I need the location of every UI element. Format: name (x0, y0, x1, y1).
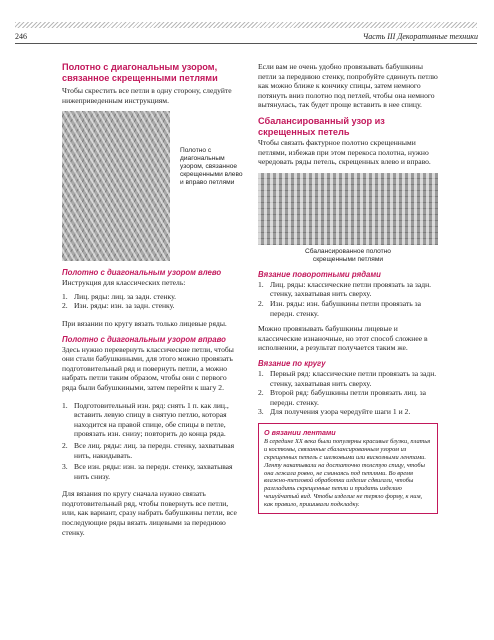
page-header (0, 0, 494, 48)
running-title: Часть III Декоративные техники (362, 32, 478, 41)
note-text: В середине XX века были популярны красивые блузки, платья и костюмы, связанные сбалансированным узором из скрещенных петель с шелковыми или вискозными лентами. Ленту накатывали на достаточно толстую спицу, чтобы она лежала ровно, не сминаясь под петлями. Во время влажно-тепловой обработки изделие сдвигали, чтобы разгладить скрещенные петли и придать изделию чешуйчатый вид. Чтобы изделие не теряло форму, к ним, как правило, пришивали подкладку. (264, 437, 431, 509)
instruction-list (258, 369, 438, 417)
paragraph: Инструкция для классических петель: (62, 278, 186, 288)
header-rule (15, 43, 477, 44)
instruction-list (62, 292, 242, 311)
list-item: 2. Изн. ряды: изн. бабушкины петли провязать за передн. стенку. (258, 298, 421, 318)
list-item: 1. Подготовительный изн. ряд: снять 1 п. как лиц., вставить левую спицу в снятую петлю, которая находится на правой спице, обе спицы в петле, провязать изн. снизу; повторить до конца ряда. (62, 400, 229, 439)
knit-photo-diagonal (62, 111, 170, 261)
paragraph: При вязании по кругу вязать только лицевые ряды. (62, 318, 227, 328)
subheading: Полотно с диагональным узором влево (62, 268, 222, 278)
knit-photo-balanced (258, 173, 438, 245)
subheading: Вязание по кругу (258, 358, 326, 368)
header-decorative-bar (15, 22, 477, 28)
section-heading: Сбалансированный узор из скрещенных петель (258, 115, 385, 137)
figure-diagonal (62, 111, 242, 261)
figure-caption: Полотно с диагональным узором, связанное скрещенными влево и вправо петлями (180, 147, 243, 187)
list-item: 1. Лиц. ряды: лиц. за задн. стенку. (62, 291, 177, 301)
list-item: 2. Второй ряд: бабушкины петли провязать лиц. за передн. стенку. (258, 388, 426, 407)
subheading: Полотно с диагональным узором вправо (62, 334, 226, 344)
note-title: О вязании лентами (264, 427, 336, 437)
list-item: 3. Для получения узора чередуйте шаги 1 и 2. (258, 407, 411, 417)
paragraph: Если вам не очень удобно провязывать бабушкины петли за переднюю стенку, попробуйте сдвинуть петлю как можно ближе к кончику спицы, затем немного потянуть вниз полотно под петлей, чтобы она немного вытянулась, так будет проще вставить в нее спицу. (258, 62, 438, 110)
figure-caption: Сбалансированное полотно скрещенными петлями (305, 247, 391, 263)
paragraph: Для вязания по кругу сначала нужно связать подготовительный ряд, чтобы повернуть все петли, или, как вариант, сразу набрать бабушкины петли, все последующие ряды вязать лицевыми за переднюю стенку. (62, 489, 237, 537)
instruction-list (62, 401, 242, 482)
list-item: 2. Изн. ряды: изн. за задн. стенку. (62, 301, 175, 311)
paragraph: Здесь нужно перевернуть классические петли, чтобы они стали бабушкиными, для этого можно провязать подготовительный ряд и повернуть петли, а можно набрать петли таким образом, чтобы они с первого ряда были бабушкиными, затем перейти к шагу 2. (62, 344, 234, 392)
list-item: 3. Все изн. ряды: изн. за передн. стенку, захватывая нить снизу. (62, 462, 233, 481)
figure-balanced (258, 173, 438, 264)
paragraph: Чтобы связать фактурное полотно скрещенными петлями, избежав при этом перекоса полотна, нужно чередовать ряды петель, скрещенных влево и вправо. (258, 137, 431, 167)
section-heading: Полотно с диагональным узором, связанное скрещенными петлями (62, 62, 218, 83)
instruction-list (258, 280, 438, 318)
right-column (258, 62, 438, 514)
left-column (62, 62, 242, 537)
paragraph: Чтобы скрестить все петли в одну сторону, следуйте нижеприведенным инструкциям. (62, 86, 232, 105)
list-item: 1. Первый ряд: классические петли провязать за задн. стенку, захватывая нить сверху. (258, 368, 437, 388)
paragraph: Можно провязывать бабушкины лицевые и классические изнаночные, но этот способ сложнее в исполнении, а результат получается таким же. (258, 324, 428, 353)
list-item: 1. Лиц. ряды: классические петли провязать за задн. стенку, захватывая нить сверху. (258, 279, 432, 299)
list-item: 2. Все лиц. ряды: лиц. за передн. стенку, захватывая нить, накидывать. (62, 440, 235, 460)
page-number: 246 (15, 32, 27, 41)
sidebar-note-box (258, 423, 438, 514)
subheading: Вязание поворотными рядами (258, 269, 381, 279)
